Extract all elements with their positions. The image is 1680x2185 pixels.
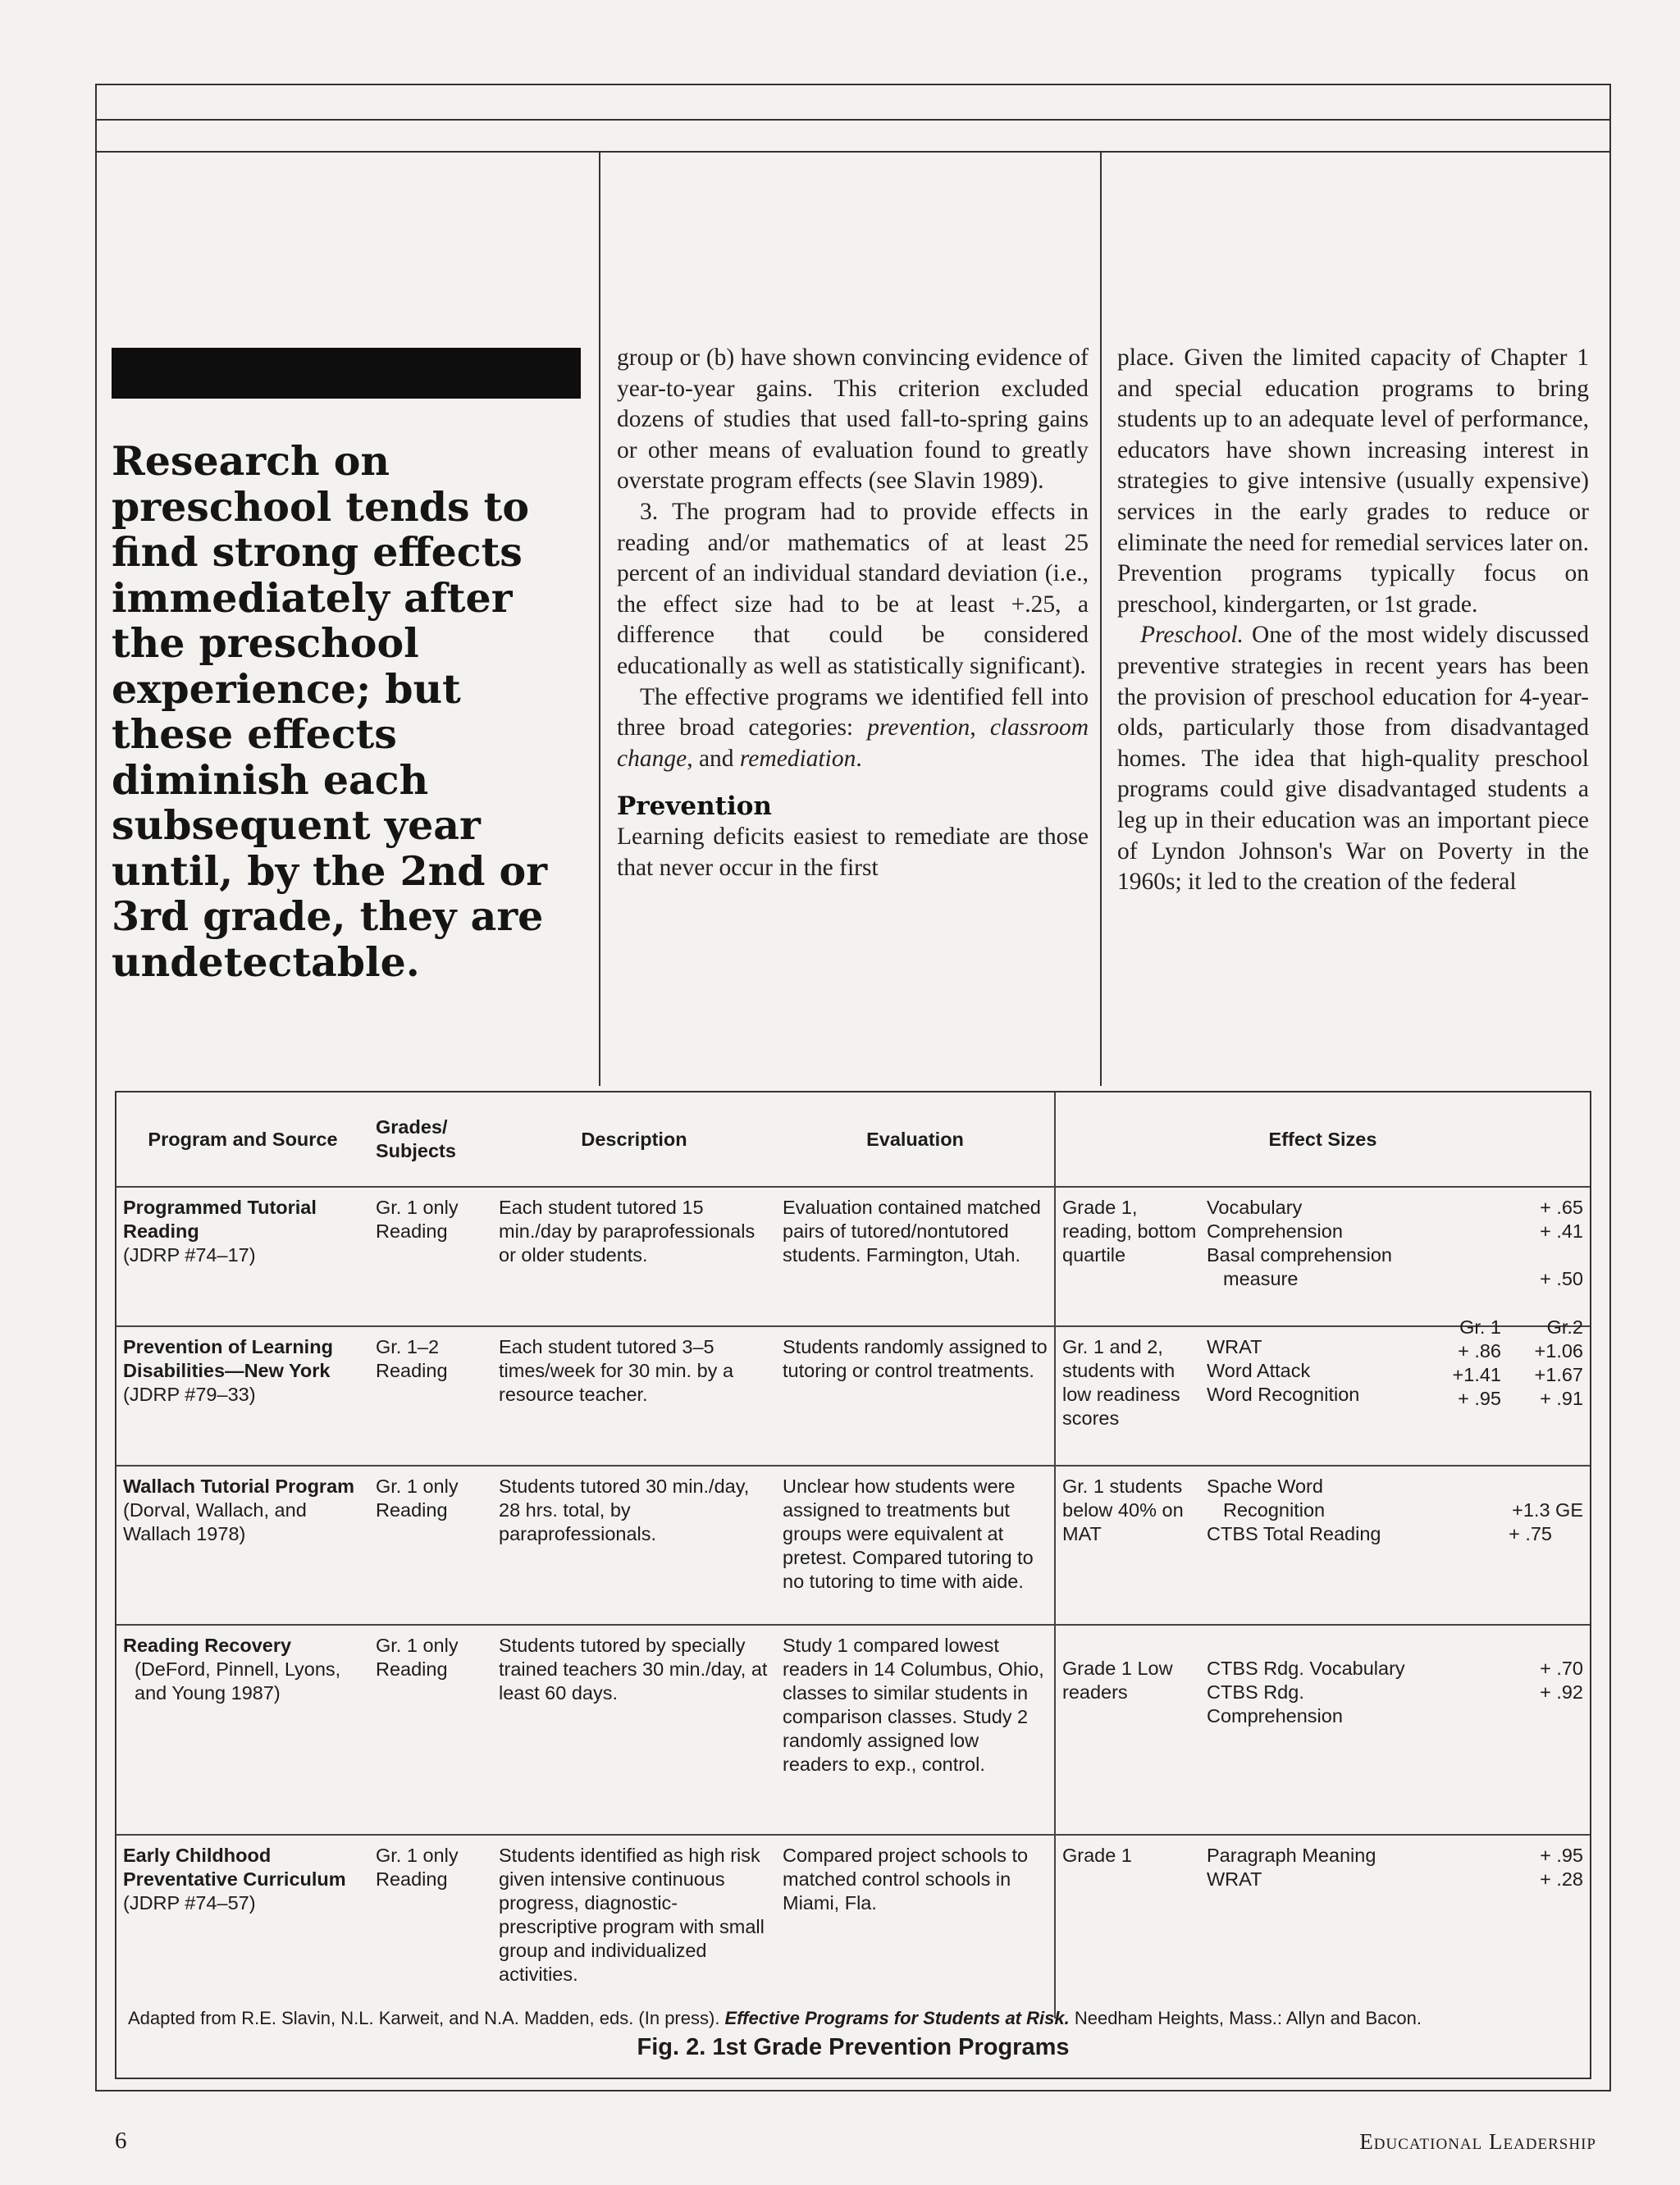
effect-value: +1.06 — [1534, 1340, 1583, 1362]
pullquote-bar — [112, 348, 581, 399]
grades-cell: Gr. 1 only Reading — [376, 1635, 459, 1680]
measure-name: CTBS Rdg. Vocabulary — [1207, 1658, 1405, 1679]
effect-value: +1.41 — [1452, 1364, 1501, 1385]
effect-cell — [1055, 1316, 1590, 1466]
paragraph-preschool — [1117, 620, 1589, 897]
publication-name: Educational Leadership — [1359, 2129, 1596, 2154]
header-description: Description — [581, 1128, 687, 1150]
evaluation-cell: Compared project schools to matched control schools in Miami, Fla. — [783, 1845, 1029, 1914]
frame-left-rule — [95, 84, 97, 2091]
evaluation-cell: Evaluation contained matched pairs of tutored/nontutored students. Farmington, Utah. — [783, 1197, 1041, 1266]
page-number: 6 — [115, 2128, 127, 2154]
effect-cell — [1055, 1625, 1590, 1835]
body-column-3 — [1117, 343, 1589, 898]
effect-value: + .75 — [1509, 1523, 1552, 1544]
paragraph: Learning deficits easiest to remediate are those that never occur in the first — [617, 823, 1089, 881]
measure-name: CTBS Total Reading — [1207, 1523, 1381, 1544]
measure-name: Word Recognition — [1207, 1384, 1360, 1405]
header-evaluation: Evaluation — [866, 1128, 964, 1150]
category-remediation: remediation — [739, 745, 856, 772]
figure-caption: Fig. 2. 1st Grade Prevention Programs — [637, 2034, 1070, 2060]
measure-name: Comprehension — [1207, 1220, 1343, 1242]
description-cell: Each student tutored 3–5 times/week for 30 min. by a resource teacher. — [499, 1336, 734, 1405]
table-header-row — [116, 1092, 1590, 1187]
description-cell: Students tutored 30 min./day, 28 hrs. total, by paraprofessionals. — [499, 1476, 750, 1544]
measure-name: CTBS Rdg. Comprehension — [1207, 1681, 1343, 1727]
program-name: Reading Recovery — [123, 1635, 292, 1656]
paragraph: 3. The program had to provide effects in reading and/or mathematics of at least 25 percent of an individual standard deviation (i.e., the effect size had to be at least +.25, a difference that could be considered educationally as well as statistically significant). — [617, 498, 1089, 679]
measures — [1207, 1475, 1412, 1546]
measure-name: Basal comprehension — [1207, 1244, 1392, 1266]
grade-header: Gr.2 — [1546, 1316, 1583, 1338]
measure-name: WRAT — [1207, 1868, 1262, 1890]
effect-cell — [1055, 1187, 1590, 1326]
table-row — [116, 1625, 1590, 1835]
grades-cell: Gr. 1–2 Reading — [376, 1336, 448, 1381]
effect-value: + .92 — [1540, 1681, 1583, 1703]
description-cell: Students tutored by specially trained teachers 30 min./day, at least 60 days. — [499, 1635, 768, 1704]
population: Grade 1 — [1062, 1845, 1132, 1866]
grades-cell: Gr. 1 only Reading — [376, 1197, 459, 1242]
text: , and — [687, 745, 740, 772]
program-name: Prevention of Learning Disabilities—New York — [123, 1336, 333, 1381]
effect-cell — [1055, 1466, 1590, 1625]
evaluation-cell: Students randomly assigned to tutoring or control treatments. — [783, 1336, 1048, 1381]
program-source: (JDRP #74–57) — [123, 1892, 256, 1914]
effect-value: + .91 — [1540, 1388, 1583, 1409]
program-name: Wallach Tutorial Program — [123, 1476, 355, 1497]
source-title: Effective Programs for Students at Risk. — [724, 2008, 1070, 2028]
effect-values-by-grade — [1412, 1316, 1583, 1430]
measure-name: Paragraph Meaning — [1207, 1845, 1376, 1866]
program-name: Programmed Tutorial Reading — [123, 1197, 317, 1242]
text: Needham Heights, Mass.: Allyn and Bacon. — [1069, 2008, 1422, 2028]
effect-value: +1.3 GE — [1512, 1499, 1583, 1521]
table-row — [116, 1326, 1590, 1466]
program-cell — [116, 1625, 369, 1835]
category-classroom-change: classroom change — [617, 714, 1089, 772]
effect-value: + .70 — [1540, 1658, 1583, 1679]
program-name: Early Childhood Preventative Curriculum — [123, 1845, 346, 1890]
text: Adapted from R.E. Slavin, N.L. Karweit, and N.A. Madden, eds. (In press). — [128, 2008, 725, 2028]
program-source: (JDRP #74–17) — [123, 1244, 256, 1266]
header-effect-sizes: Effect Sizes — [1055, 1092, 1590, 1187]
programs-table — [116, 1092, 1590, 2019]
category-prevention: prevention — [867, 714, 970, 741]
effect-value: + .28 — [1540, 1868, 1583, 1890]
program-cell — [116, 1187, 369, 1326]
column-divider-2 — [1100, 151, 1102, 1086]
evaluation-cell: Study 1 compared lowest readers in 14 Columbus, Ohio, classes to similar students in comparison classes. Study 2 randomly assigned low readers to exp., control. — [783, 1635, 1044, 1775]
effect-values — [1412, 1475, 1583, 1546]
program-cell — [116, 1326, 369, 1466]
measure-name: Spache Word — [1207, 1476, 1323, 1497]
header-rule — [95, 119, 1611, 121]
table-row — [116, 1187, 1590, 1326]
column-divider-1 — [599, 151, 600, 1086]
effect-value: +1.67 — [1534, 1364, 1583, 1385]
table-row — [116, 1835, 1590, 2019]
text: , — [970, 714, 990, 741]
program-cell — [116, 1466, 369, 1625]
effect-values — [1412, 1844, 1583, 1891]
program-source: (DeFord, Pinnell, Lyons, and Young 1987) — [135, 1658, 341, 1704]
effect-value: + .86 — [1458, 1340, 1501, 1362]
paragraph-categories — [617, 682, 1089, 775]
effect-value: + .65 — [1540, 1197, 1583, 1218]
top-rule — [95, 84, 1611, 85]
evaluation-cell: Unclear how students were assigned to treatments but groups were equivalent at pretest. Compared tutoring to no tutoring to time with aide. — [783, 1476, 1034, 1592]
measures — [1207, 1196, 1412, 1291]
frame-bottom-rule — [95, 2090, 1611, 2091]
grades-cell: Gr. 1 only Reading — [376, 1476, 459, 1521]
measure-name: WRAT — [1207, 1336, 1262, 1357]
header-grades: Grades/ Subjects — [376, 1116, 456, 1161]
population: Gr. 1 students below 40% on MAT — [1062, 1476, 1184, 1544]
text: One of the most widely discussed preventive strategies in recent years has been the provision of preschool education for 4-year-olds, particularly those from disadvantaged homes. The idea that high-quality preschool programs could give disadvantaged students a leg up in their education was an important piece of Lyndon Johnson's War on Poverty in the 1960s; it led to the creation of the federal — [1117, 622, 1589, 896]
paragraph: group or (b) have shown convincing evidence of year-to-year gains. This criterion excluded dozens of studies that used fall-to-spring gains or other means of evaluation found to greatly overstate program effects (see Slavin 1989). — [617, 344, 1089, 495]
measure-name: measure — [1223, 1268, 1299, 1289]
effect-cell — [1055, 1835, 1590, 2019]
description-cell: Students identified as high risk given intensive continuous progress, diagnostic-prescriptive program with small group and individualized activities. — [499, 1845, 765, 1985]
measure-name: Word Attack — [1207, 1360, 1311, 1381]
paragraph: place. Given the limited capacity of Chapter 1 and special education programs to bring students up to an adequate level of performance, educators have shown increasing interest in strategies to give intensive (usually expensive) services in the early grades to reduce or eliminate the need for remedial services later on. Prevention programs typically focus on preschool, kindergarten, or 1st grade. — [1117, 344, 1589, 618]
measure-name: Vocabulary — [1207, 1197, 1303, 1218]
measures — [1207, 1657, 1412, 1728]
measure-name: Recognition — [1223, 1499, 1326, 1521]
pullquote: Research on preschool tends to find strong effects immediately after the preschool experience; but these effects diminish each subsequent year until, by the 2nd or 3rd grade, they are undetectable. — [112, 437, 548, 986]
effect-value: + .41 — [1540, 1220, 1583, 1242]
effect-value: + .95 — [1540, 1845, 1583, 1866]
description-cell: Each student tutored 15 min./day by paraprofessionals or older students. — [499, 1197, 756, 1266]
body-column-2 — [617, 343, 1089, 884]
section-heading: Prevention — [617, 791, 772, 822]
effect-value: + .50 — [1540, 1268, 1583, 1289]
effect-value: + .95 — [1458, 1388, 1501, 1409]
text: The effective programs we identified fell into three broad categories: — [617, 683, 1089, 741]
grade-header: Gr. 1 — [1459, 1316, 1501, 1338]
program-cell — [116, 1835, 369, 2019]
table-row — [116, 1466, 1590, 1625]
figure-source — [128, 2007, 1572, 2030]
header-bottom-rule — [95, 151, 1611, 153]
frame-right-rule — [1609, 84, 1611, 2091]
grades-cell: Gr. 1 only Reading — [376, 1845, 459, 1890]
effect-values — [1412, 1196, 1583, 1291]
run-in-heading: Preschool. — [1140, 622, 1244, 649]
measures — [1207, 1335, 1412, 1430]
population: Gr. 1 and 2, students with low readiness scores — [1062, 1336, 1180, 1429]
program-source: (Dorval, Wallach, and Wallach 1978) — [123, 1499, 307, 1544]
effect-values — [1412, 1657, 1583, 1728]
program-source: (JDRP #79–33) — [123, 1384, 256, 1405]
population: Grade 1 Low readers — [1062, 1658, 1173, 1703]
measures — [1207, 1844, 1412, 1891]
header-program: Program and Source — [148, 1128, 338, 1150]
text: . — [856, 745, 862, 772]
population: Grade 1, reading, bottom quartile — [1062, 1197, 1197, 1266]
